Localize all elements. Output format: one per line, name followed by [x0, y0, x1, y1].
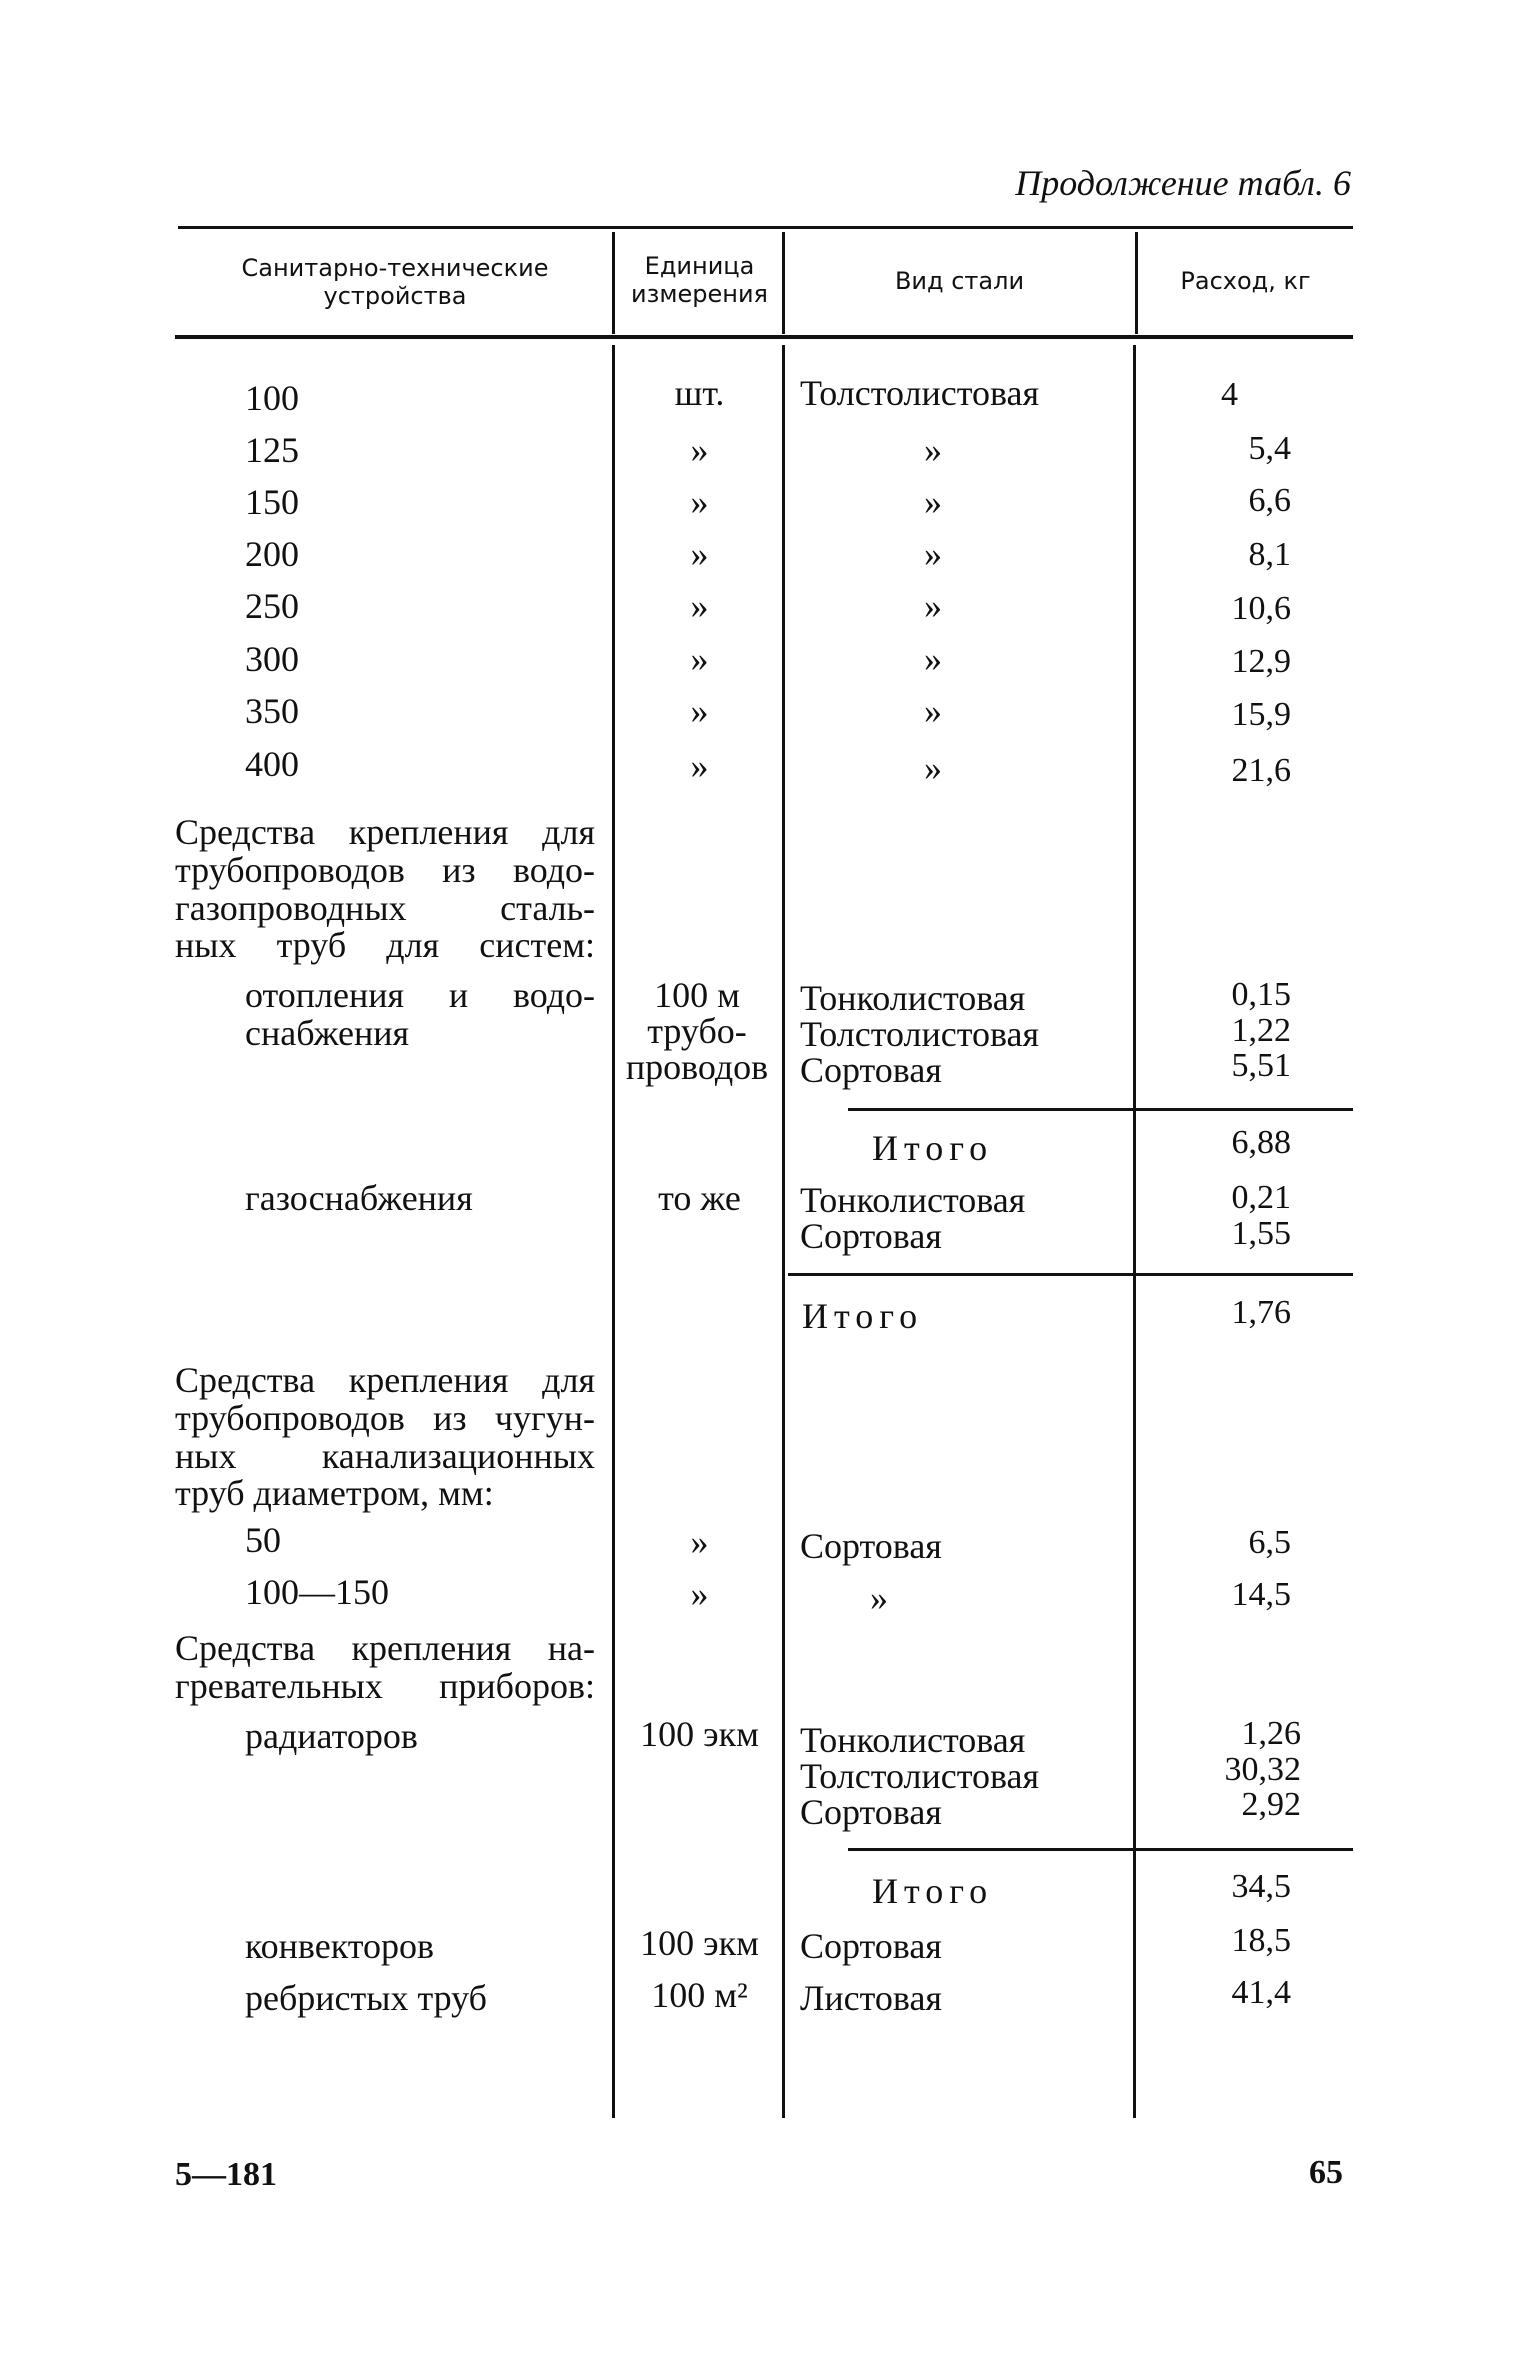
subtotal-rule — [848, 1108, 1353, 1111]
unit-line: 100 м — [654, 975, 740, 1015]
cast-iron-label: 50 — [245, 1520, 281, 1560]
size-label: 350 — [245, 691, 299, 731]
value-cell: 15,9 — [1231, 696, 1291, 733]
unit-line: проводов — [625, 1047, 769, 1087]
convectors-unit: 100 экм — [640, 1923, 759, 1963]
size-label: 250 — [245, 586, 299, 626]
value-line: 2,92 — [1241, 1786, 1301, 1824]
label-line: отопления и водо- — [245, 975, 595, 1015]
header-unit — [617, 253, 782, 308]
ditto-mark: » — [690, 534, 709, 574]
value-cell: 4 — [1221, 376, 1238, 413]
size-label: 100 — [245, 378, 299, 418]
ribbed-steel: Листовая — [800, 1978, 942, 2018]
convectors-value: 18,5 — [1231, 1922, 1291, 1959]
ditto-mark: » — [924, 482, 942, 522]
steel-line: Сортовая — [800, 1216, 942, 1256]
table-header-rule — [175, 335, 1353, 339]
ditto-mark: » — [690, 586, 709, 626]
value-line: 1,55 — [1231, 1214, 1291, 1252]
column-divider-3-body — [1133, 345, 1136, 2118]
steel-line: Тонколистовая — [800, 978, 1026, 1018]
column-divider-2 — [782, 232, 785, 334]
size-label: 150 — [245, 482, 299, 522]
value-line: 0,15 — [1231, 976, 1291, 1013]
header-steel: Вид стали — [894, 267, 1025, 295]
ditto-mark: » — [690, 639, 709, 679]
steel-line: Сортовая — [800, 1792, 942, 1832]
heading-line: труб диаметром, мм: — [175, 1473, 494, 1514]
header-consumption: Расход, кг — [1180, 267, 1311, 295]
header-device — [185, 255, 605, 310]
total-label: Итого — [872, 1871, 994, 1911]
ditto-mark: » — [690, 691, 709, 731]
total-value: 34,5 — [1231, 1868, 1291, 1905]
gas-values — [1191, 1180, 1291, 1251]
column-divider-1 — [612, 232, 615, 334]
table-top-rule — [178, 226, 1353, 229]
heading-line: Средства крепления на- — [175, 1628, 595, 1668]
heating-steels — [800, 980, 1039, 1088]
header-unit-line-1: Единица — [644, 252, 755, 280]
radiators-steels — [800, 1722, 1039, 1830]
heaters-heading — [175, 1630, 595, 1706]
heating-label — [245, 977, 595, 1053]
value-cell: 12,9 — [1231, 643, 1291, 680]
total-value: 1,76 — [1231, 1294, 1291, 1331]
header-device-line-2: устройства — [323, 281, 467, 310]
ditto-mark: » — [690, 482, 709, 522]
unit-cell: шт. — [674, 373, 725, 413]
size-label: 400 — [245, 744, 299, 784]
value-cell: 10,6 — [1231, 590, 1291, 627]
subtotal-rule — [848, 1848, 1353, 1851]
unit-line: трубо- — [647, 1011, 747, 1051]
header-unit-line-2: измерения — [631, 279, 768, 308]
ditto-mark: » — [924, 430, 942, 470]
heading-line: ных канализационных — [175, 1435, 595, 1476]
size-label: 200 — [245, 534, 299, 574]
steel-line: Толстолистовая — [800, 1014, 1040, 1054]
ribbed-unit: 100 м² — [651, 1975, 748, 2015]
footer-signature: 5—181 — [175, 2156, 277, 2193]
value-cell: 5,4 — [1248, 430, 1291, 467]
steel-line: Толстолистовая — [800, 1756, 1040, 1796]
steel-line: Тонколистовая — [800, 1180, 1026, 1220]
heading-line: трубопроводов из водо- — [175, 849, 595, 890]
ditto-mark: » — [924, 691, 942, 731]
table-continuation-title: Продолжение табл. 6 — [1015, 163, 1351, 203]
radiators-label: радиаторов — [245, 1716, 418, 1756]
convectors-label: конвекторов — [245, 1926, 434, 1966]
header-device-line-1: Санитарно-технические — [241, 254, 549, 282]
ribbed-label: ребристых труб — [245, 1978, 487, 2018]
radiators-values — [1191, 1716, 1301, 1823]
total-value: 6,88 — [1231, 1124, 1291, 1161]
value-line: 0,21 — [1231, 1179, 1291, 1216]
value-cell: 21,6 — [1231, 752, 1291, 789]
ditto-mark: » — [690, 430, 709, 470]
heating-unit — [607, 977, 787, 1085]
gas-steels — [800, 1182, 1025, 1254]
ditto-mark: » — [924, 748, 942, 788]
ditto-mark: » — [870, 1578, 888, 1618]
total-label: Итого — [802, 1296, 924, 1336]
value-line: 5,51 — [1231, 1047, 1291, 1085]
page-number: 65 — [1309, 2154, 1343, 2191]
label-line: снабжения — [245, 1012, 410, 1053]
ditto-mark: » — [690, 746, 709, 786]
value-cell: 8,1 — [1248, 536, 1291, 573]
heading-line: гревательных приборов: — [175, 1665, 595, 1706]
steel-cell: Толстолистовая — [800, 373, 1040, 413]
cast-iron-heading — [175, 1362, 595, 1513]
total-label: Итого — [872, 1128, 994, 1168]
ribbed-value: 41,4 — [1231, 1974, 1291, 2011]
size-label: 125 — [245, 430, 299, 470]
value-cell: 6,6 — [1248, 482, 1291, 519]
value-cell: 6,5 — [1248, 1524, 1291, 1561]
cast-iron-label: 100—150 — [245, 1572, 389, 1612]
steel-line: Тонколистовая — [800, 1720, 1026, 1760]
ditto-mark: » — [924, 586, 942, 626]
value-line: 1,22 — [1231, 1011, 1291, 1049]
heading-line: ных труб для систем: — [175, 925, 595, 966]
ditto-mark: » — [924, 534, 942, 574]
steel-pipes-heading — [175, 814, 595, 965]
subtotal-rule — [788, 1273, 1353, 1276]
value-line: 30,32 — [1224, 1750, 1301, 1788]
heading-line: Средства крепления для — [175, 812, 595, 852]
value-line: 1,26 — [1241, 1715, 1301, 1752]
ditto-mark: » — [924, 639, 942, 679]
gas-unit: то же — [658, 1178, 741, 1218]
heating-values — [1191, 977, 1291, 1084]
steel-cell: Сортовая — [800, 1526, 942, 1566]
value-cell: 14,5 — [1231, 1576, 1291, 1613]
size-label: 300 — [245, 639, 299, 679]
steel-line: Сортовая — [800, 1050, 942, 1090]
heading-line: Средства крепления для — [175, 1360, 595, 1400]
column-divider-2-body — [782, 345, 785, 2118]
heading-line: трубопроводов из чугун- — [175, 1397, 595, 1438]
column-divider-1-body — [612, 345, 615, 2118]
heading-line: газопроводных сталь- — [175, 887, 595, 928]
radiators-unit: 100 экм — [640, 1714, 759, 1754]
convectors-steel: Сортовая — [800, 1926, 942, 1966]
ditto-mark: » — [690, 1574, 709, 1614]
gas-label: газоснабжения — [245, 1178, 473, 1218]
ditto-mark: » — [690, 1522, 709, 1562]
